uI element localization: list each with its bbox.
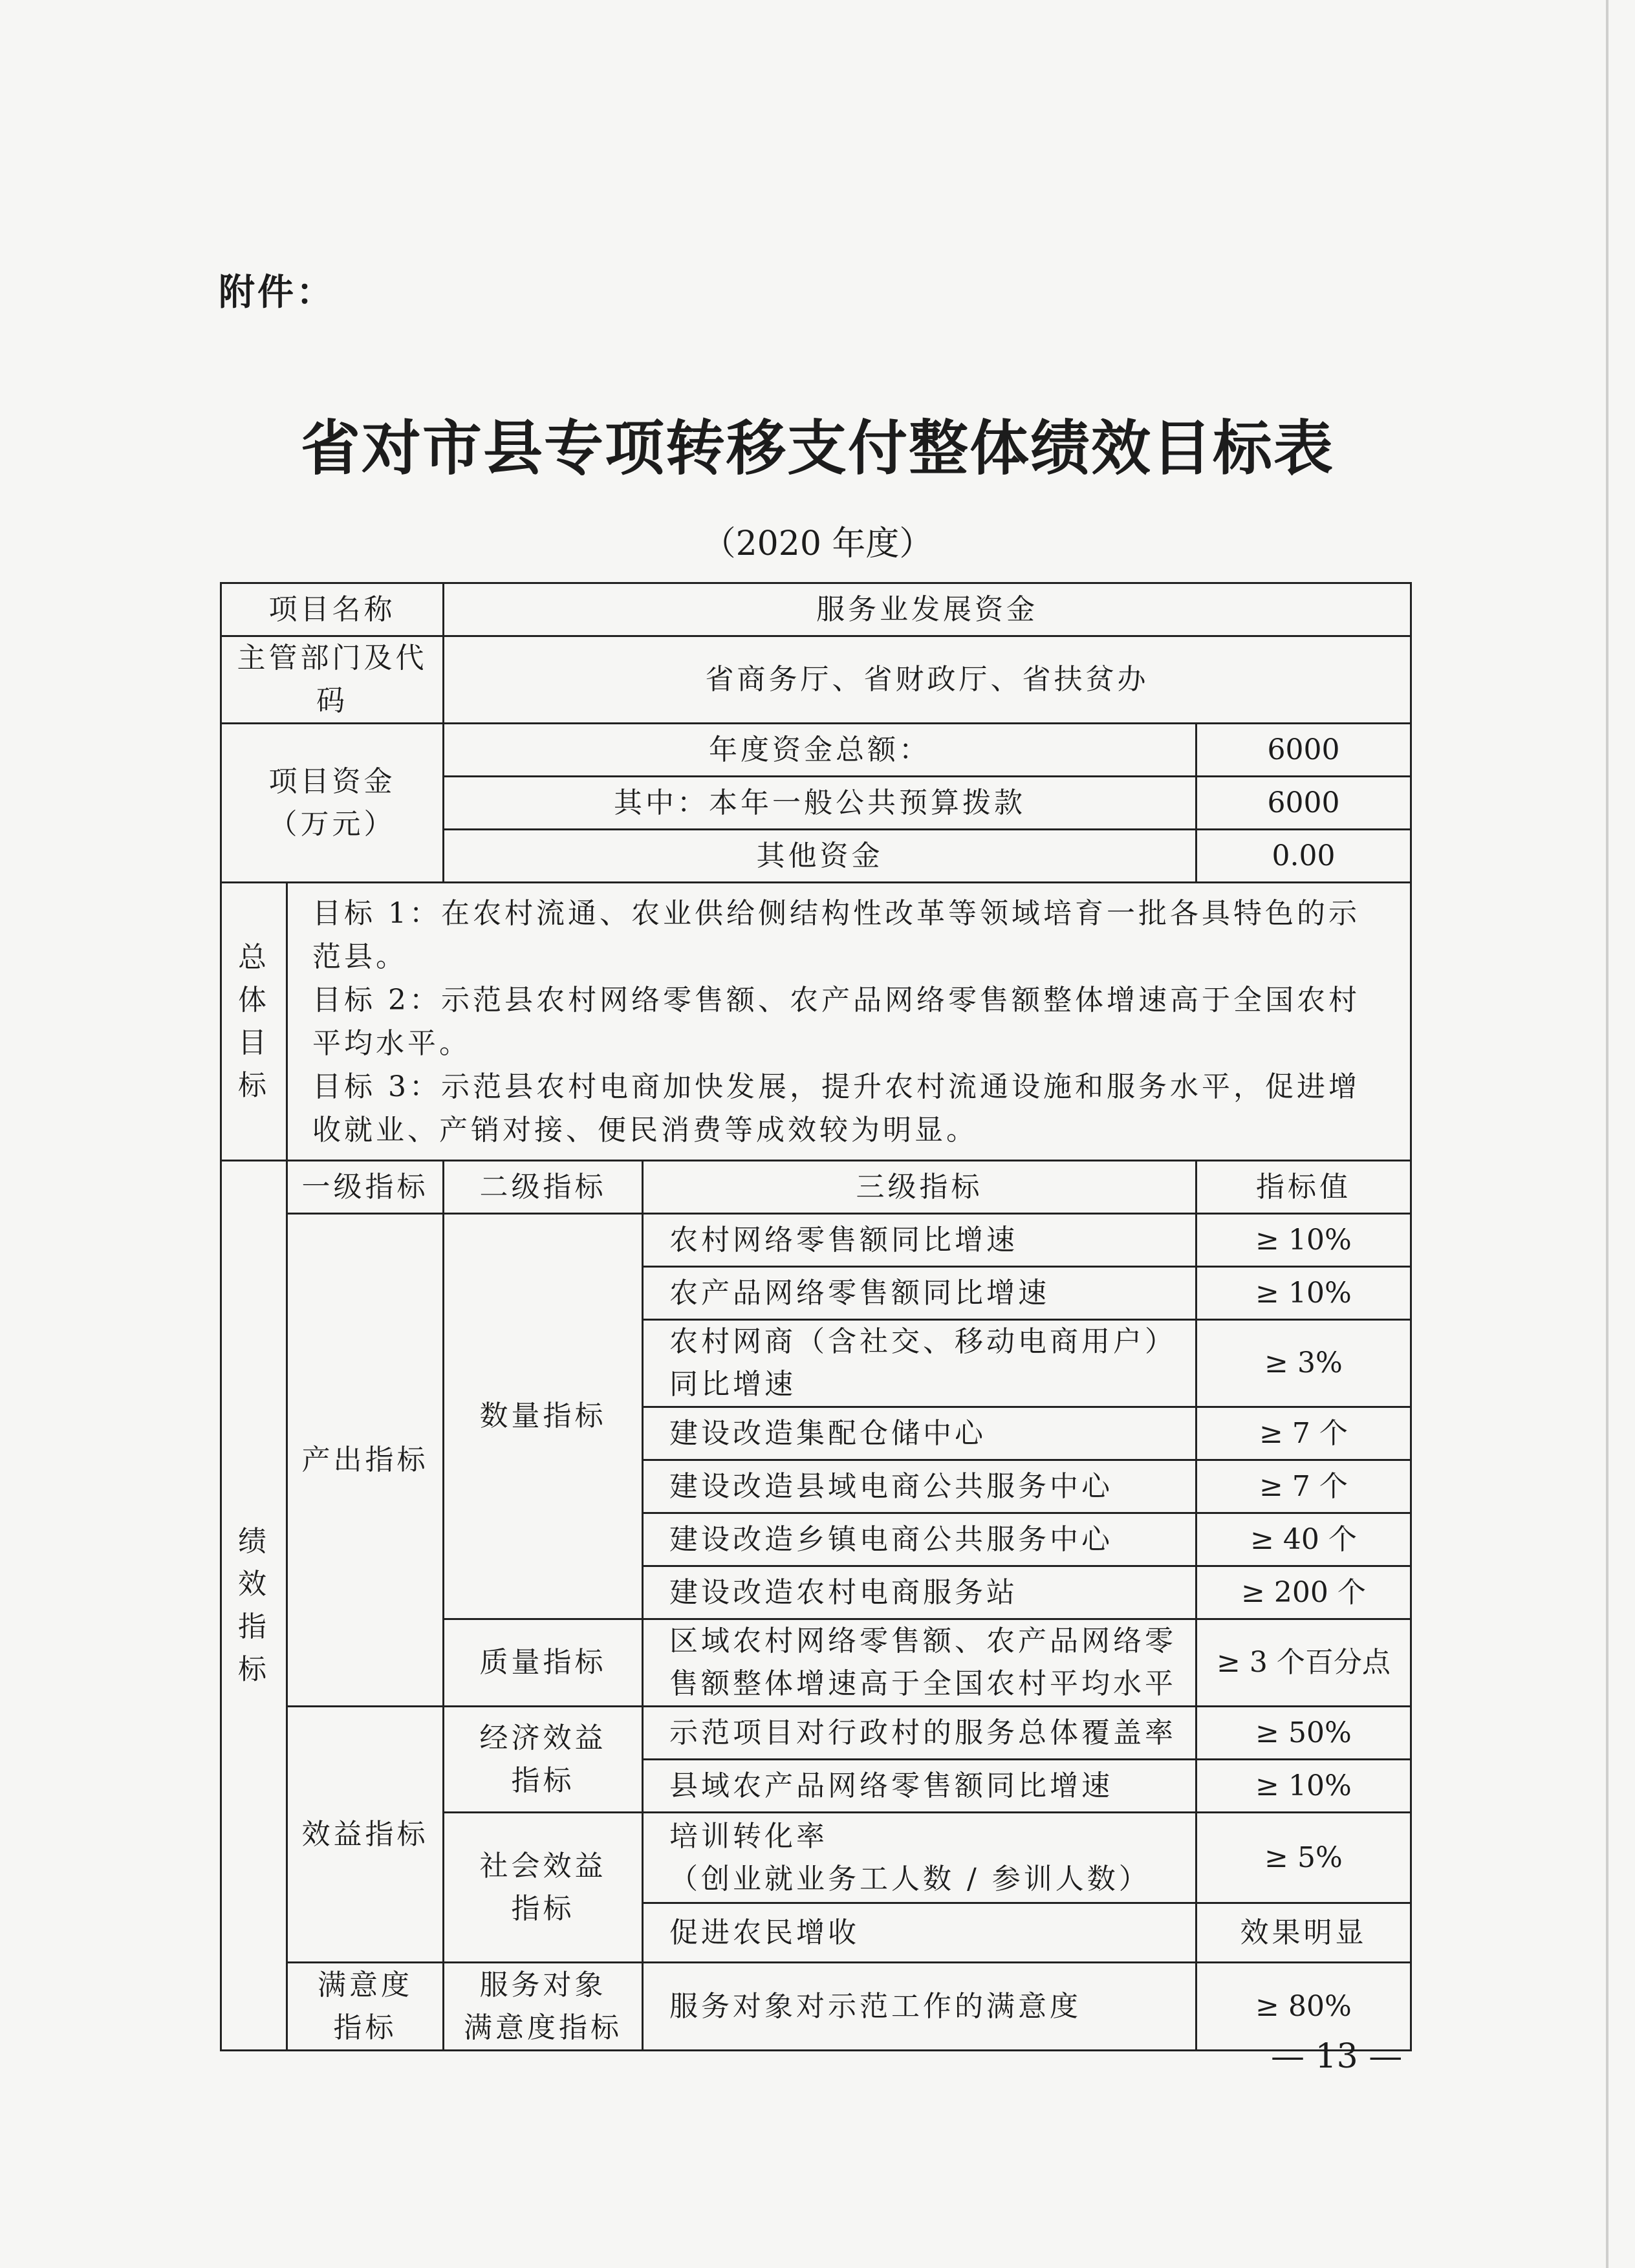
header-value: 指标值 — [1196, 1161, 1411, 1214]
table-row — [221, 583, 1411, 636]
indicator-item: 建设改造县域电商公共服务中心 — [643, 1460, 1196, 1513]
indicator-item: 县域农产品网络零售额同比增速 — [643, 1760, 1196, 1813]
indicator-item: 建设改造农村电商服务站 — [643, 1566, 1196, 1619]
indicator-value: ≥ 80% — [1196, 1963, 1411, 2051]
indicator-value: ≥ 50% — [1196, 1707, 1411, 1760]
indicator-item: 培训转化率 （创业就业务工人数 / 参训人数） — [643, 1813, 1196, 1903]
indicator-item: 服务对象对示范工作的满意度 — [643, 1963, 1196, 2051]
indicator-item: 农产品网络零售额同比增速 — [643, 1267, 1196, 1320]
table-row — [221, 1161, 1411, 1214]
performance-target-table — [220, 582, 1412, 2051]
indicator-value: ≥ 5% — [1196, 1813, 1411, 1903]
table-row — [221, 1963, 1411, 2051]
quality-indicators-label: 质量指标 — [444, 1619, 643, 1707]
indicator-item: 农村网商（含社交、移动电商用户） 同比增速 — [643, 1320, 1196, 1407]
overall-goals-text — [287, 883, 1411, 1161]
fund-label-line: （万元） — [268, 807, 396, 841]
indicator-value: ≥ 40 个 — [1196, 1513, 1411, 1566]
indicator-value: ≥ 7 个 — [1196, 1407, 1411, 1460]
project-name-value: 服务业发展资金 — [444, 583, 1411, 636]
output-indicators-label: 产出指标 — [287, 1214, 444, 1707]
goal-line: 目标 1：在农村流通、农业供给侧结构性改革等领域培育一批各具特色的示 — [312, 896, 1360, 930]
attachment-label: 附件： — [219, 272, 335, 314]
document-title: 省对市县专项转移支付整体绩效目标表 — [300, 413, 1334, 483]
fund-row-label: 年度资金总额： — [444, 724, 1196, 777]
table-row — [221, 636, 1411, 724]
indicator-item: 农村网络零售额同比增速 — [643, 1214, 1196, 1267]
goal-line: 平均水平。 — [312, 1026, 471, 1060]
fund-row-value: 6000 — [1196, 777, 1411, 830]
overall-goals-label: 总 体 目 标 — [221, 883, 287, 1161]
economic-benefit-label: 经济效益 指标 — [444, 1707, 643, 1813]
table-row — [221, 883, 1411, 1161]
indicator-value: ≥ 10% — [1196, 1267, 1411, 1320]
fund-row-value: 6000 — [1196, 724, 1411, 777]
goal-line: 目标 3：示范县农村电商加快发展，提升农村流通设施和服务水平，促进增 — [312, 1070, 1360, 1103]
fund-row-label: 其中：本年一般公共预算拨款 — [444, 777, 1196, 830]
indicator-item: 促进农民增收 — [643, 1903, 1196, 1963]
benefit-indicators-label: 效益指标 — [287, 1707, 444, 1963]
goal-line: 目标 2：示范县农村网络零售额、农产品网络零售额整体增速高于全国农村 — [312, 983, 1360, 1017]
goal-line: 收就业、产销对接、便民消费等成效较为明显。 — [312, 1113, 978, 1147]
service-satisfaction-label: 服务对象 满意度指标 — [444, 1963, 643, 2051]
indicator-item: 建设改造集配仓储中心 — [643, 1407, 1196, 1460]
satisfaction-indicators-label: 满意度 指标 — [287, 1963, 444, 2051]
performance-indicators-label: 绩 效 指 标 — [221, 1161, 287, 2051]
page-edge — [1606, 0, 1608, 2268]
fund-row-label: 其他资金 — [444, 830, 1196, 883]
quantity-indicators-label: 数量指标 — [444, 1214, 643, 1619]
department-label: 主管部门及代码 — [221, 636, 444, 724]
table-row — [221, 1214, 1411, 1267]
table-row — [221, 724, 1411, 777]
department-value: 省商务厅、省财政厅、省扶贫办 — [444, 636, 1411, 724]
header-level-2: 二级指标 — [444, 1161, 643, 1214]
indicator-item: 区域农村网络零售额、农产品网络零 售额整体增速高于全国农村平均水平 — [643, 1619, 1196, 1707]
indicator-value: ≥ 10% — [1196, 1760, 1411, 1813]
table-row — [221, 1707, 1411, 1760]
fund-label-line: 项目资金 — [268, 764, 396, 798]
year-line: （2020 年度） — [702, 524, 933, 563]
indicator-value: ≥ 10% — [1196, 1214, 1411, 1267]
project-name-label: 项目名称 — [221, 583, 444, 636]
goal-line: 范县。 — [312, 940, 407, 973]
header-level-1: 一级指标 — [287, 1161, 444, 1214]
indicator-value: ≥ 7 个 — [1196, 1460, 1411, 1513]
indicator-item: 建设改造乡镇电商公共服务中心 — [643, 1513, 1196, 1566]
header-level-3: 三级指标 — [643, 1161, 1196, 1214]
indicator-value: ≥ 3 个百分点 — [1196, 1619, 1411, 1707]
social-benefit-label: 社会效益 指标 — [444, 1813, 643, 1963]
project-funds-label — [221, 724, 444, 883]
fund-row-value: 0.00 — [1196, 830, 1411, 883]
indicator-item: 示范项目对行政村的服务总体覆盖率 — [643, 1707, 1196, 1760]
indicator-value: 效果明显 — [1196, 1903, 1411, 1963]
page-number: — 13 — — [1271, 2037, 1403, 2076]
indicator-value: ≥ 200 个 — [1196, 1566, 1411, 1619]
indicator-value: ≥ 3% — [1196, 1320, 1411, 1407]
